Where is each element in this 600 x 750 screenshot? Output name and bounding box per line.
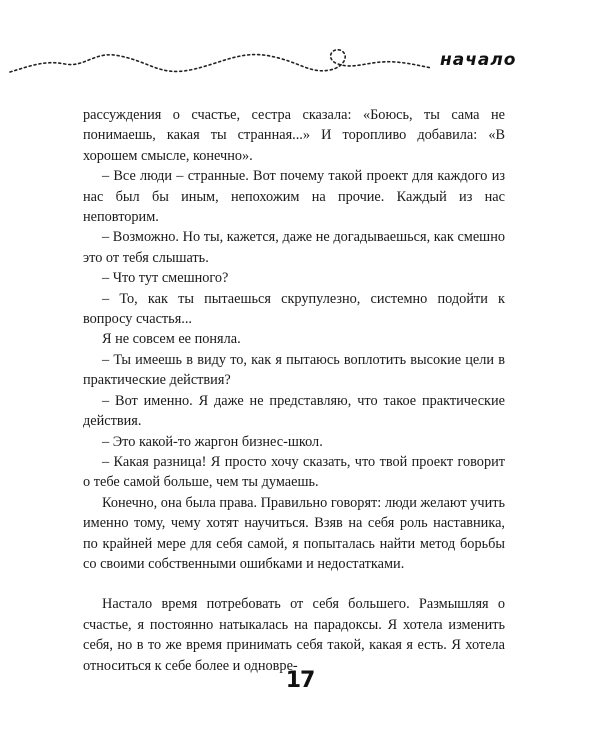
chapter-title: начало bbox=[440, 50, 517, 70]
paragraph: Конечно, она была права. Правильно говорят: люди желают учить именно тому, чему хотят научиться. Взяв на себя роль наставника, по крайней мере для себя самой, я попыталась найти метод борьбы со своими собственными ошибками и недостатками. bbox=[83, 494, 506, 572]
paragraph: – То, как ты пытаешься скрупулезно, системно подойти к вопросу счастья... bbox=[83, 290, 505, 328]
paragraph: – Все люди – странные. Вот почему такой проект для каждого из нас был бы иным, непохожим на прочие. Каждый из нас неповторим. bbox=[83, 168, 505, 226]
paragraph: рассуждения о счастье, сестра сказала: «Боюсь, ты сама не понимаешь, какая ты странная...» И торопливо добавила: «В хорошем смысле, конечно». bbox=[83, 107, 505, 164]
paragraph: – Вот именно. Я даже не представляю, что такое практические действия. bbox=[83, 392, 505, 430]
paragraph: – Это какой-то жаргон бизнес-школ. bbox=[102, 433, 323, 450]
page-number: 17 bbox=[285, 668, 315, 693]
paragraph: – Какая разница! Я просто хочу сказать, что твой проект говорит о тебе самой больше, чем ты думаешь. bbox=[83, 453, 505, 491]
paragraph: – Возможно. Но ты, кажется, даже не догадываешься, как смешно это от тебя слышать. bbox=[83, 229, 505, 266]
body-text bbox=[83, 105, 505, 676]
paragraph: – Что тут смешного? bbox=[102, 270, 229, 287]
paragraph: Настало время потребовать от себя большего. Размышляя о счастье, я постоянно натыкалась на парадоксы. Я хотела изменить себя, но в то же время принимать себя такой, какая я есть. Я хотела относиться к себе более и одновре- bbox=[83, 596, 505, 674]
paragraph: – Ты имеешь в виду то, как я пытаюсь воплотить высокие цели в практические действия? bbox=[83, 351, 505, 389]
paragraph: Я не совсем ее поняла. bbox=[102, 331, 241, 348]
